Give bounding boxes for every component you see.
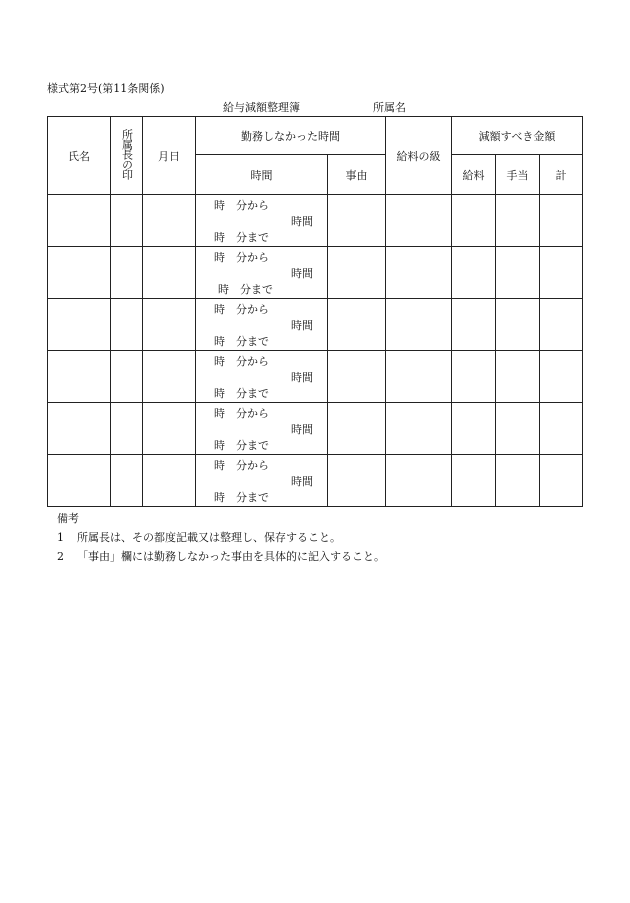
time-hours: 時間 [291,371,313,384]
time-cell [196,455,328,507]
note-text: 所属長は、その都度記載又は整理し、保存すること。 [77,531,341,544]
salary-cell[interactable] [452,195,496,247]
time-hours: 時間 [291,215,313,228]
allowance-cell[interactable] [496,299,540,351]
time-from: 時 分から [214,355,269,368]
seal-cell[interactable] [111,455,143,507]
grade-cell[interactable] [386,351,452,403]
seal-cell[interactable] [111,403,143,455]
name-cell[interactable] [48,247,111,299]
time-from: 時 分から [214,251,269,264]
reason-cell[interactable] [328,247,386,299]
name-cell[interactable] [48,195,111,247]
time-hours: 時間 [291,475,313,488]
header-salary-grade: 給料の級 [386,117,452,195]
grade-cell[interactable] [386,247,452,299]
form-label: 様式第2号(第11条関係) [47,82,165,95]
salary-cell[interactable] [452,403,496,455]
time-to: 時 分まで [214,231,269,244]
time-to: 時 分まで [214,439,269,452]
date-cell[interactable] [143,351,196,403]
reason-cell[interactable] [328,403,386,455]
time-cell [196,403,328,455]
time-cell [196,351,328,403]
name-cell[interactable] [48,403,111,455]
notes-section [47,509,385,566]
reason-cell[interactable] [328,299,386,351]
total-cell[interactable] [540,247,583,299]
header-head-seal: 所属長の印 [111,117,143,195]
salary-cell[interactable] [452,455,496,507]
ledger-table [47,116,583,507]
grade-cell[interactable] [386,299,452,351]
header-deduct-amount: 減額すべき金額 [452,117,583,155]
seal-cell[interactable] [111,351,143,403]
reason-cell[interactable] [328,455,386,507]
reason-cell[interactable] [328,351,386,403]
table-row [48,403,583,455]
grade-cell[interactable] [386,403,452,455]
table-row [48,247,583,299]
name-cell[interactable] [48,351,111,403]
total-cell[interactable] [540,455,583,507]
seal-cell[interactable] [111,247,143,299]
header-total: 計 [540,155,583,195]
salary-cell[interactable] [452,299,496,351]
time-hours: 時間 [291,267,313,280]
time-cell [196,195,328,247]
table-row [48,351,583,403]
date-cell[interactable] [143,403,196,455]
allowance-cell[interactable] [496,247,540,299]
time-hours: 時間 [291,319,313,332]
affiliation-label: 所属名 [373,101,406,114]
header-date: 月日 [143,117,196,195]
seal-cell[interactable] [111,299,143,351]
table-row [48,455,583,507]
notes-heading: 備考 [57,512,79,525]
allowance-cell[interactable] [496,351,540,403]
grade-cell[interactable] [386,455,452,507]
salary-cell[interactable] [452,247,496,299]
time-hours: 時間 [291,423,313,436]
table-row [48,195,583,247]
header-absent-time: 勤務しなかった時間 [196,117,386,155]
note-item [47,528,385,547]
note-number: 1 [57,531,64,544]
allowance-cell[interactable] [496,195,540,247]
time-from: 時 分から [214,303,269,316]
time-to: 時 分まで [214,387,269,400]
time-to: 時 分まで [214,491,269,504]
total-cell[interactable] [540,351,583,403]
time-cell [196,247,328,299]
time-cell [196,299,328,351]
salary-cell[interactable] [452,351,496,403]
name-cell[interactable] [48,299,111,351]
reason-cell[interactable] [328,195,386,247]
note-number: 2 [57,550,64,563]
date-cell[interactable] [143,455,196,507]
date-cell[interactable] [143,247,196,299]
header-name: 氏名 [48,117,111,195]
time-from: 時 分から [214,199,269,212]
allowance-cell[interactable] [496,403,540,455]
date-cell[interactable] [143,195,196,247]
allowance-cell[interactable] [496,455,540,507]
document-title: 給与減額整理簿 [223,101,300,114]
total-cell[interactable] [540,195,583,247]
header-reason: 事由 [328,155,386,195]
header-salary: 給料 [452,155,496,195]
note-text: 「事由」欄には勤務しなかった事由を具体的に記入すること。 [77,550,385,563]
total-cell[interactable] [540,403,583,455]
time-from: 時 分から [214,407,269,420]
grade-cell[interactable] [386,195,452,247]
time-to: 時 分まで [218,283,273,296]
time-from: 時 分から [214,459,269,472]
name-cell[interactable] [48,455,111,507]
date-cell[interactable] [143,299,196,351]
header-allowance: 手当 [496,155,540,195]
header-time: 時間 [196,155,328,195]
note-item [47,547,385,566]
seal-cell[interactable] [111,195,143,247]
table-row [48,299,583,351]
time-to: 時 分まで [214,335,269,348]
total-cell[interactable] [540,299,583,351]
